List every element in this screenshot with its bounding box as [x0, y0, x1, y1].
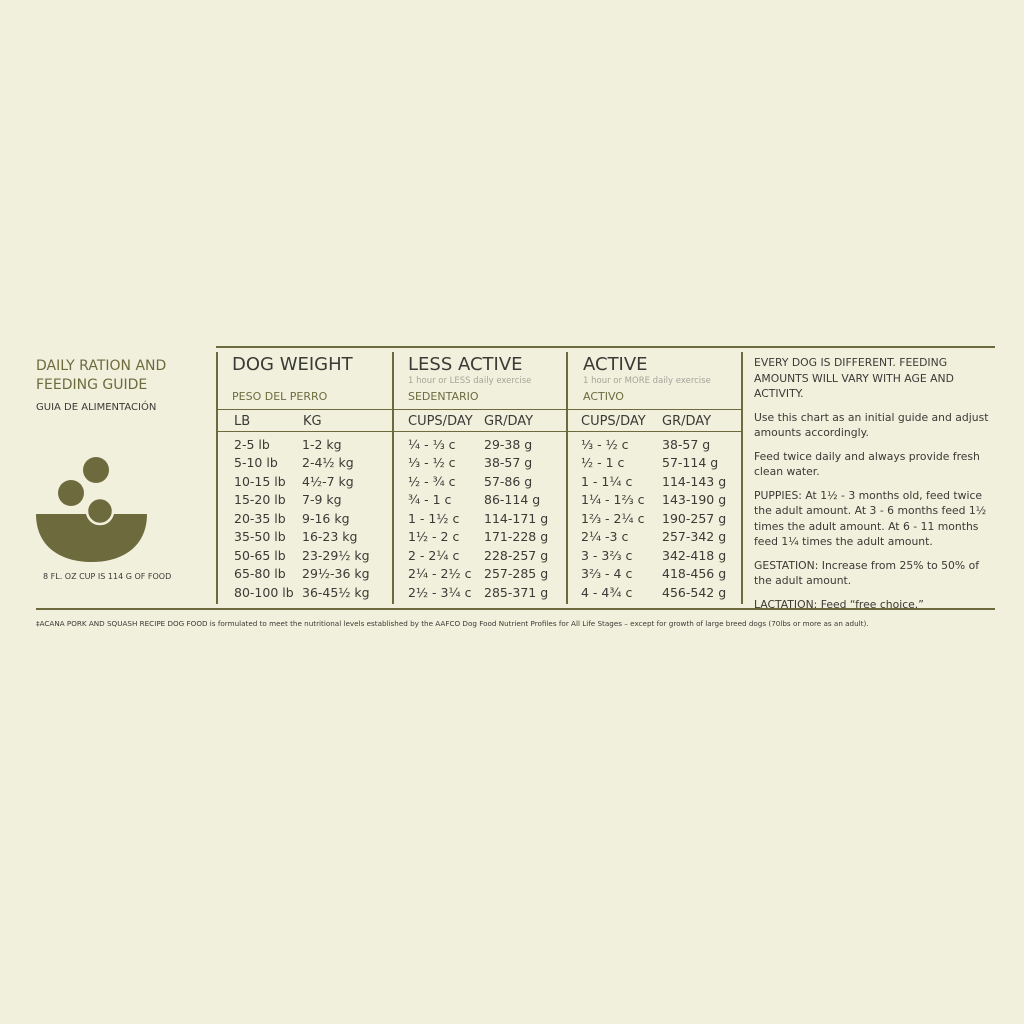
table-row [234, 583, 390, 602]
col-header-lb: LB [234, 414, 251, 429]
table-row [408, 454, 572, 473]
a-cups-cell: 1⅔ - 2¼ c [581, 510, 645, 526]
a-cups-cell: 3 - 3⅔ c [581, 547, 633, 563]
la-gr-cell: 114-171 g [484, 510, 549, 526]
weight-table [234, 435, 390, 602]
feeding-notes [754, 355, 999, 620]
note-lactation: LACTATION: Feed “free choice.” [754, 597, 924, 611]
la-gr-cell: 228-257 g [484, 547, 549, 563]
a-cups-cell: 3⅔ - 4 c [581, 566, 633, 582]
a-cups-cell: ½ - 1 c [581, 455, 625, 471]
a-cups-cell: 4 - 4¾ c [581, 584, 633, 600]
a-gr-cell: 114-143 g [662, 473, 727, 489]
table-row [408, 472, 572, 491]
table-row [234, 491, 390, 510]
a-gr-cell: 342-418 g [662, 547, 727, 563]
lb-cell: 20-35 lb [234, 510, 286, 526]
la-cups-cell: ½ - ¾ c [408, 473, 456, 489]
la-gr-cell: 285-371 g [484, 584, 549, 600]
la-cups-cell: 1 - 1½ c [408, 510, 460, 526]
less-active-title: LESS ACTIVE [408, 354, 523, 375]
col-header-la-cups: CUPS/DAY [408, 414, 473, 429]
table-row [581, 472, 740, 491]
table-row [581, 528, 740, 547]
subheader-rule [216, 431, 741, 432]
la-cups-cell: ⅓ - ½ c [408, 455, 456, 471]
divider-notes [741, 352, 743, 604]
aafco-footnote: ‡ACANA PORK AND SQUASH RECIPE DOG FOOD is formulated to meet the nutritional levels established by the AAFCO Dog Food Nutrient Profiles for All Life Stages – except for growth of large breed dogs (70lbs or more as an adult). [36, 619, 869, 628]
lb-cell: 50-65 lb [234, 547, 286, 563]
lb-cell: 35-50 lb [234, 529, 286, 545]
a-gr-cell: 418-456 g [662, 566, 727, 582]
divider-weight [216, 352, 218, 604]
table-row [408, 565, 572, 584]
divider-less-active [392, 352, 394, 604]
note-every-dog: EVERY DOG IS DIFFERENT. FEEDING AMOUNTS WILL VARY WITH AGE AND ACTIVITY. [754, 356, 954, 400]
la-gr-cell: 57-86 g [484, 473, 533, 489]
a-cups-cell: ⅓ - ½ c [581, 436, 629, 452]
table-row [581, 435, 740, 454]
kg-cell: 1-2 kg [302, 436, 342, 452]
a-gr-cell: 38-57 g [662, 436, 711, 452]
col-header-a-cups: CUPS/DAY [581, 414, 646, 429]
a-cups-cell: 2¼ -3 c [581, 529, 629, 545]
table-row [408, 491, 572, 510]
guide-title-line1: DAILY RATION AND [36, 358, 167, 374]
kibble-top [83, 457, 109, 483]
active-table [581, 435, 740, 602]
active-title-es: ACTIVO [583, 390, 624, 403]
table-row [581, 546, 740, 565]
a-gr-cell: 190-257 g [662, 510, 727, 526]
note-initial-guide: Use this chart as an initial guide and adjust amounts accordingly. [754, 410, 989, 439]
table-row [581, 454, 740, 473]
kg-cell: 36-45½ kg [302, 584, 370, 600]
a-cups-cell: 1¼ - 1⅔ c [581, 492, 645, 508]
less-active-title-es: SEDENTARIO [408, 390, 479, 403]
active-hint: 1 hour or MORE daily exercise [583, 376, 711, 386]
table-row [234, 509, 390, 528]
table-row [408, 435, 572, 454]
table-row [234, 435, 390, 454]
a-cups-cell: 1 - 1¼ c [581, 473, 633, 489]
table-row [408, 528, 572, 547]
kg-cell: 2-4½ kg [302, 455, 354, 471]
table-row [234, 528, 390, 547]
note-gestation: GESTATION: Increase from 25% to 50% of the adult amount. [754, 558, 979, 587]
kg-cell: 16-23 kg [302, 529, 358, 545]
food-bowl-icon [34, 455, 150, 565]
la-cups-cell: 2¼ - 2½ c [408, 566, 472, 582]
col-header-kg: KG [303, 414, 322, 429]
la-gr-cell: 171-228 g [484, 529, 549, 545]
a-gr-cell: 57-114 g [662, 455, 719, 471]
table-row [408, 546, 572, 565]
kg-cell: 23-29½ kg [302, 547, 370, 563]
table-row [581, 565, 740, 584]
table-row [408, 509, 572, 528]
la-cups-cell: 2 - 2¼ c [408, 547, 460, 563]
guide-subtitle-es: GUIA DE ALIMENTACIÓN [36, 402, 157, 413]
kibble-right [87, 498, 113, 524]
dog-weight-title-es: PESO DEL PERRO [232, 390, 328, 403]
la-cups-cell: 2½ - 3¼ c [408, 584, 472, 600]
kg-cell: 4½-7 kg [302, 473, 354, 489]
col-header-a-gr: GR/DAY [662, 414, 712, 429]
table-row [581, 491, 740, 510]
less-active-table [408, 435, 572, 602]
la-cups-cell: 1½ - 2 c [408, 529, 460, 545]
lb-cell: 5-10 lb [234, 455, 278, 471]
table-row [234, 454, 390, 473]
top-rule [216, 346, 995, 348]
lb-cell: 10-15 lb [234, 473, 286, 489]
table-row [234, 546, 390, 565]
kg-cell: 7-9 kg [302, 492, 342, 508]
col-header-la-gr: GR/DAY [484, 414, 534, 429]
note-puppies: PUPPIES: At 1½ - 3 months old, feed twice the adult amount. At 3 - 6 months feed 1½ times the adult amount. At 6 - 11 months feed 1¼ times the adult amount. [754, 488, 987, 548]
kg-cell: 29½-36 kg [302, 566, 370, 582]
header-rule [216, 409, 741, 410]
lb-cell: 15-20 lb [234, 492, 286, 508]
active-title: ACTIVE [583, 354, 648, 375]
la-cups-cell: ¼ - ⅓ c [408, 436, 456, 452]
cup-note: 8 FL. OZ CUP IS 114 G OF FOOD [43, 572, 172, 581]
la-gr-cell: 29-38 g [484, 436, 533, 452]
a-gr-cell: 143-190 g [662, 492, 727, 508]
dog-weight-title: DOG WEIGHT [232, 354, 353, 375]
lb-cell: 65-80 lb [234, 566, 286, 582]
table-row [234, 565, 390, 584]
kibble-left [58, 480, 84, 506]
table-row [581, 509, 740, 528]
note-feed-twice: Feed twice daily and always provide fresh clean water. [754, 449, 980, 478]
la-cups-cell: ¾ - 1 c [408, 492, 452, 508]
lb-cell: 2-5 lb [234, 436, 270, 452]
kg-cell: 9-16 kg [302, 510, 350, 526]
table-row [234, 472, 390, 491]
table-row [408, 583, 572, 602]
a-gr-cell: 456-542 g [662, 584, 727, 600]
a-gr-cell: 257-342 g [662, 529, 727, 545]
la-gr-cell: 86-114 g [484, 492, 541, 508]
table-row [581, 583, 740, 602]
less-active-hint: 1 hour or LESS daily exercise [408, 376, 532, 386]
la-gr-cell: 38-57 g [484, 455, 533, 471]
la-gr-cell: 257-285 g [484, 566, 549, 582]
guide-title-line2: FEEDING GUIDE [36, 377, 148, 393]
lb-cell: 80-100 lb [234, 584, 294, 600]
